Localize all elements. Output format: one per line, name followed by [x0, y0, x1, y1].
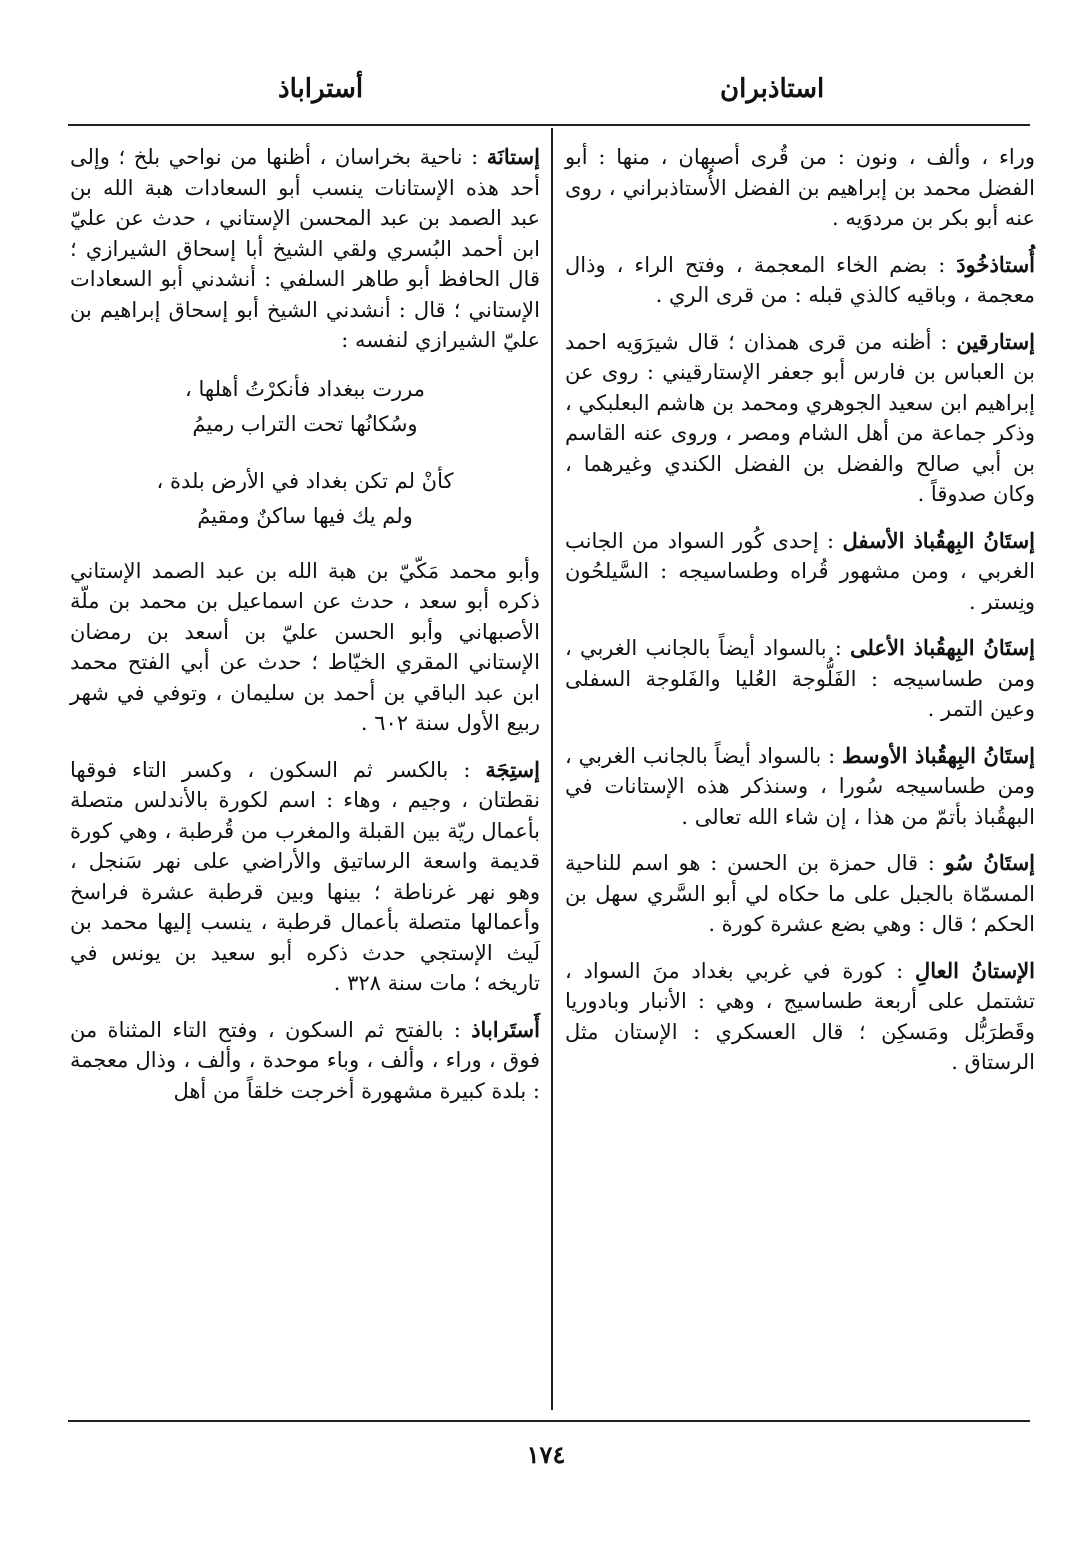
- poem-hemistich: ولم يك فيها ساكنٌ ومقيمُ: [197, 503, 413, 528]
- entry-headword: إستَانُ البِهقُباذ الأوسط: [842, 742, 1035, 768]
- entry: [70, 755, 540, 999]
- poem-verse: [70, 372, 540, 442]
- poem-hemistich: مررت ببغداد فأنكرْتُ أهلها ،: [185, 376, 425, 401]
- entry: [565, 250, 1035, 311]
- entry-headword: إستَانُ البِهقُباذ الأسفل: [842, 527, 1036, 553]
- poem: [70, 372, 540, 534]
- entry: [565, 848, 1035, 940]
- entry-headword: الإستانُ العالِ: [915, 957, 1036, 983]
- entry: [70, 142, 540, 356]
- entry: [565, 956, 1035, 1078]
- entry-text: وأبو محمد مَكّيّ بن هبة الله بن عبد الصمد الإستاني ذكره أبو سعد ، حدث عن اسماعيل بن محمد بن ملّة الأصبهاني وأبو الحسن عليّ بن أسعد بن رمضان الإستاني المقري الخيّاط ؛ حدث عن أبي الفتح محمد ابن عبد الباقي بن أحمد بن سليمان ، وتوفي في شهر ربيع الأول سنة ٦٠٢ .: [70, 558, 540, 735]
- entry-text: : بالكسر ثم السكون ، وكسر التاء فوقها نقطتان ، وجيم ، وهاء : اسم لكورة بالأندلس متصلة بأعمال ريّة بين القبلة والمغرب من قُرطبة ، وهي كورة قديمة واسعة الرساتيق والأراضي على نهر سَنجل ، وهو نهر غرناطة ؛ بينها وبين قرطبة عشرة فراسخ وأعمالها متصلة بأعمال قرطبة ، ينسب إليها محمد بن لَيث الإستجي حدث ذكره أبو سعيد بن يونس في تاريخه ؛ مات سنة ٣٢٨ .: [70, 757, 540, 995]
- entry-text: : كورة في غربي بغداد منَ السواد ، تشتمل على أربعة طساسيج ، وهي : الأنبار وبادوريا وقَطرَبُّل ومَسكِن ؛ قال العسكري : الإستان مثل الرستاق .: [565, 958, 1035, 1074]
- column-divider: [551, 128, 553, 1410]
- entry: [70, 1015, 540, 1107]
- running-header-left: أستراباذ: [278, 74, 364, 104]
- entry-headword: أَستَراباذ: [471, 1016, 540, 1042]
- entry-headword: أُستاذخُودَ: [956, 251, 1035, 277]
- poem-hemistich: وسُكانُها تحت التراب رميمُ: [192, 411, 418, 436]
- entry: [565, 526, 1035, 618]
- entry-text: وراء ، وألف ، ونون : من قُرى أصبهان ، منها : أبو الفضل محمد بن إبراهيم بن الفضل الأُستاذبراني ، روى عنه أبو بكر بن مردوَيه .: [565, 145, 1035, 230]
- entry-headword: إستَانُ البِهقُباذ الأعلى: [850, 635, 1035, 660]
- poem-verse: [70, 464, 540, 534]
- entry-text: : بالفتح ثم السكون ، وفتح التاء المثناة من فوق ، وراء ، وألف ، وباء موحدة ، وألف ، وذال معجمة : بلدة كبيرة مشهورة أخرجت خلقاً من أهل: [70, 1017, 540, 1103]
- entry: [565, 741, 1035, 833]
- page-number: ١٧٤: [526, 1440, 566, 1469]
- right-column: [565, 142, 1035, 1094]
- entry-headword: إستِجَة: [485, 756, 540, 782]
- entry: [70, 556, 540, 739]
- footer-rule: [68, 1420, 1030, 1422]
- entry: [565, 327, 1035, 510]
- entry-text: : بالسواد أيضاً بالجانب الغربي ، ومن طساسيجه سُورا ، وسنذكر هذه الإستانات في البهقُباذ بأتمّ من هذا ، إن شاء الله تعالى .: [565, 743, 1035, 829]
- entry-text: : إحدى كُور السواد من الجانب الغربي ، ومن مشهور قُراه وطساسيجه : السَّيلحُون ونِستر .: [565, 528, 1035, 614]
- entry-headword: إستَانُ سُو: [944, 850, 1036, 875]
- header-rule: [68, 124, 1030, 126]
- left-column: [70, 142, 540, 1122]
- entry-text: : بالسواد أيضاً بالجانب الغربي ، ومن طساسيجه : الفَلُّوجة العُليا والفَلوجة السفلى وعين التمر .: [565, 636, 1035, 721]
- entry-headword: إستارقين: [956, 328, 1035, 354]
- entry: [565, 142, 1035, 234]
- entry-text: : بضم الخاء المعجمة ، وفتح الراء ، وذال معجمة ، وباقيه كالذي قبله : من قرى الري .: [565, 252, 1035, 307]
- running-header-right: استاذبران: [720, 74, 825, 104]
- entry-headword: إستانَة: [486, 144, 540, 169]
- entry-text: : أظنه من قرى همذان ؛ قال شيرَوَيه احمد بن العباس بن فارس أبو جعفر الإستارقيني : روى عن إبراهيم ابن سعيد الجوهري ومحمد بن هاشم البعلبكي ، وذكر جماعة من أهل الشام ومصر ، وروى عنه القاسم بن أبي صالح والفضل بن الفضل الكندي وغيرهما ، وكان صدوقاً .: [565, 329, 1036, 506]
- entry-text: : ناحية بخراسان ، أظنها من نواحي بلخ ؛ وإلى أحد هذه الإستانات ينسب أبو السعادات هبة الله بن عبد الصمد بن عبد المحسن الإستاني ، حدث عن عليّ ابن أحمد البُسري ولقي الشيخ أبا إسحاق الشيرازي ؛ قال الحافظ أبو طاهر السلفي : أنشدني أبو السعادات الإستاني ؛ قال : أنشدني الشيخ أبو إسحاق إبراهيم بن عليّ الشيرازي لنفسه :: [70, 145, 540, 352]
- poem-hemistich: كأنْ لم تكن بغداد في الأرض بلدة ،: [156, 468, 454, 493]
- entry-text: : قال حمزة بن الحسن : هو اسم للناحية المسمّاة بالجبل على ما حكاه لي أبو السَّري سهل بن الحكم ؛ قال : وهي بضع عشرة كورة .: [565, 851, 1035, 936]
- entry: [565, 633, 1035, 725]
